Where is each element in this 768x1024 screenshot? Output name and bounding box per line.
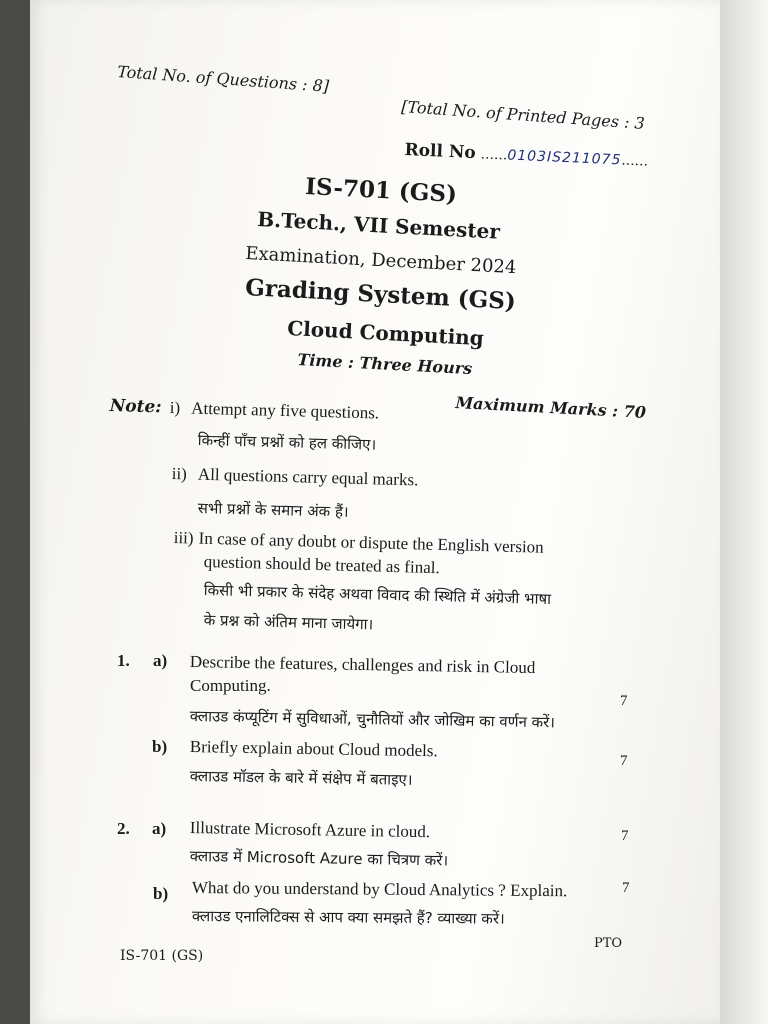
program: B.Tech., VII Semester: [256, 207, 501, 244]
marks: 7: [620, 693, 628, 709]
question-text-hindi: क्लाउड कंप्यूटिंग में सुविधाओं, चुनौतियों और जोखिम का वर्णन करें।: [189, 706, 556, 732]
roll-label: Roll No: [404, 140, 477, 164]
footer-code: IS-701 (GS): [120, 948, 204, 964]
question-text: What do you understand by Cloud Analytics ? Explain.: [191, 878, 568, 901]
roll-dots: ......: [480, 146, 508, 164]
note-number: ii): [171, 464, 188, 484]
question-text: Describe the features, challenges and risk in Cloud: [189, 652, 536, 678]
question-text-hindi: क्लाउड एनालिटिक्स से आप क्या समझते हैं? व्याख्या करें।: [191, 906, 505, 928]
time-allowed: Time : Three Hours: [297, 350, 473, 379]
page-edge: [720, 0, 768, 1024]
note-text-hindi: किन्हीं पाँच प्रश्नों को हल कीजिए।: [197, 430, 377, 454]
marks: 7: [622, 880, 630, 896]
note-text-hindi: सभी प्रश्नों के समान अंक हैं।: [197, 498, 349, 521]
part-label: b): [152, 737, 168, 756]
total-questions: Total No. of Questions : 8]: [116, 62, 330, 96]
roll-value: 0103IS211075: [507, 147, 622, 169]
maximum-marks: Maximum Marks : 70: [455, 393, 647, 422]
note-label: Note:: [109, 396, 162, 418]
exam-session: Examination, December 2024: [244, 243, 517, 279]
subject-title: Cloud Computing: [286, 316, 485, 351]
note-text: Attempt any five questions.: [190, 398, 380, 423]
question-text: Computing.: [190, 676, 271, 695]
part-label: a): [153, 651, 168, 670]
question-text: Briefly explain about Cloud models.: [189, 737, 438, 761]
course-code: IS-701 (GS): [304, 173, 458, 208]
grading-system: Grading System (GS): [244, 274, 517, 316]
note-text: question should be treated as final.: [203, 552, 440, 578]
note-text-hindi: के प्रश्न को अंतिम माना जायेगा।: [203, 610, 374, 634]
note-text: In case of any doubt or dispute the English version: [198, 528, 544, 557]
part-label: b): [153, 884, 169, 903]
note-text-hindi: किसी भी प्रकार के संदेह अथवा विवाद की स्थिति में अंग्रेजी भाषा: [203, 580, 552, 609]
note-number: iii): [173, 528, 194, 548]
roll-number: Roll No ......0103IS211075......: [404, 140, 649, 170]
question-text-hindi: क्लाउड मॉडल के बारे में संक्षेप में बताइए।: [189, 766, 413, 789]
note-number: i): [169, 398, 181, 418]
pto-label: PTO: [594, 936, 623, 951]
question-number: 2.: [117, 819, 130, 838]
total-printed-pages: [Total No. of Printed Pages : 3: [400, 97, 646, 133]
question-text-hindi: क्लाउड में Microsoft Azure का चित्रण करें।: [189, 846, 449, 870]
question-number: 1.: [117, 651, 130, 670]
question-text: Illustrate Microsoft Azure in cloud.: [189, 818, 431, 842]
marks: 7: [621, 828, 629, 844]
note-text: All questions carry equal marks.: [197, 464, 419, 490]
part-label: a): [152, 819, 167, 838]
marks: 7: [620, 753, 628, 769]
